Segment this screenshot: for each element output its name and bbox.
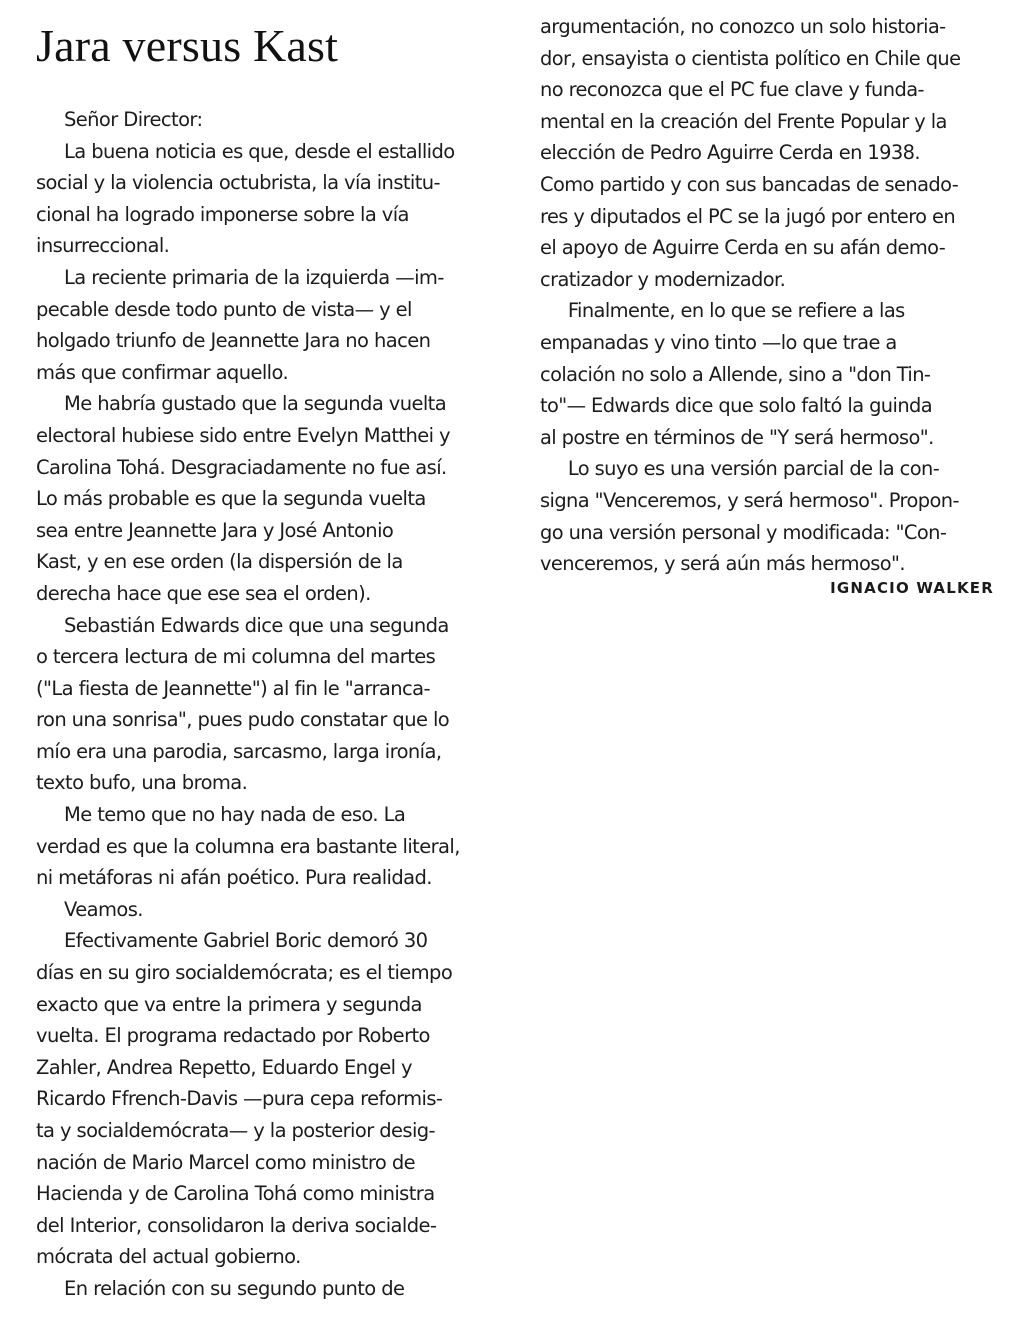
text-line: texto bufo, una broma.	[36, 771, 248, 795]
text-line: Ricardo Ffrench-Davis —pura cepa reformis-	[36, 1087, 443, 1111]
text-line: elección de Pedro Aguirre Cerda en 1938.	[540, 141, 920, 165]
text-line: Efectivamente Gabriel Boric demoró 30	[64, 929, 428, 953]
text-line: mental en la creación del Frente Popular y la	[540, 109, 947, 133]
text-line: del Interior, consolidaron la deriva socialde-	[36, 1213, 437, 1237]
text-line: derecha hace que ese sea el orden).	[36, 581, 371, 605]
text-line: Como partido y con sus bancadas de senado-	[540, 172, 959, 196]
text-line: vuelta. El programa redactado por Roberto	[36, 1024, 430, 1048]
text-line: mío era una parodia, sarcasmo, larga ironía,	[36, 739, 442, 763]
text-line: holgado triunfo de Jeannette Jara no hacen	[36, 329, 431, 353]
text-line: pecable desde todo punto de vista— y el	[36, 297, 412, 321]
text-line: go una versión personal y modificada: "Con-	[540, 520, 947, 544]
text-line: signa "Venceremos, y será hermoso". Propon-	[540, 488, 959, 512]
text-line: La buena noticia es que, desde el estallido	[64, 139, 455, 163]
text-line: Carolina Tohá. Desgraciadamente no fue así.	[36, 455, 447, 479]
headline: Jara versus Kast	[36, 20, 339, 71]
text-line: Lo suyo es una versión parcial de la con-	[567, 457, 940, 481]
text-line: Veamos.	[64, 897, 143, 921]
text-line: argumentación, no conozco un solo historia-	[540, 15, 946, 38]
text-line: cional ha logrado imponerse sobre la vía	[36, 202, 409, 226]
text-line: electoral hubiese sido entre Evelyn Matthei y	[36, 423, 450, 447]
text-line: verdad es que la columna era bastante literal,	[36, 834, 460, 858]
text-line: sea entre Jeannette Jara y José Antonio	[36, 518, 394, 542]
text-line: Finalmente, en lo que se refiere a las	[567, 299, 905, 323]
text-line: días en su giro socialdemócrata; es el tiempo	[36, 961, 453, 985]
text-line: ron una sonrisa", pues pudo constatar que lo	[36, 708, 450, 732]
text-line: mócrata del actual gobierno.	[36, 1245, 301, 1269]
text-line: nación de Mario Marcel como ministro de	[36, 1150, 416, 1174]
text-line: ni metáforas ni afán poético. Pura realidad.	[36, 866, 432, 890]
text-line: al postre en términos de "Y será hermoso".	[540, 425, 934, 449]
text-line: to"— Edwards dice que solo faltó la guinda	[540, 394, 933, 418]
text-line: cratizador y modernizador.	[540, 267, 786, 291]
author-signature: IGNACIO WALKER	[830, 579, 994, 597]
text-line: Sebastián Edwards dice que una segunda	[64, 613, 449, 637]
text-line: insurreccional.	[36, 234, 170, 258]
text-line: res y diputados el PC se la jugó por entero en	[540, 204, 956, 228]
text-line: En relación con su segundo punto de	[64, 1276, 405, 1300]
text-line: ("La fiesta de Jeannette") al fin le "arranca-	[36, 676, 430, 700]
text-line: empanadas y vino tinto —lo que trae a	[540, 330, 897, 354]
text-line: más que confirmar aquello.	[36, 360, 289, 384]
text-line: no reconozca que el PC fue clave y funda-	[540, 78, 924, 102]
text-line: Hacienda y de Carolina Tohá como ministra	[36, 1182, 435, 1206]
text-line: ta y socialdemócrata— y la posterior desig-	[36, 1119, 435, 1142]
text-line: o tercera lectura de mi columna del martes	[36, 645, 436, 669]
text-line: Kast, y en ese orden (la dispersión de la	[36, 550, 403, 574]
left-column	[36, 104, 496, 1305]
text-line: el apoyo de Aguirre Cerda en su afán demo-	[540, 236, 946, 260]
text-line: Me temo que no hay nada de eso. La	[64, 803, 406, 827]
text-line: social y la violencia octubrista, la vía institu-	[36, 171, 440, 195]
text-line: Me habría gustado que la segunda vuelta	[64, 392, 447, 416]
text-line: dor, ensayista o cientista político en Chile que	[540, 46, 961, 70]
text-line: La reciente primaria de la izquierda —im-	[64, 265, 444, 289]
text-line: venceremos, y será aún más hermoso".	[540, 552, 905, 576]
text-line: colación no solo a Allende, sino a "don Tin-	[540, 362, 931, 386]
text-line: Zahler, Andrea Repetto, Eduardo Engel y	[36, 1055, 412, 1079]
text-line: exacto que va entre la primera y segunda	[36, 992, 422, 1016]
text-line: Señor Director:	[64, 108, 203, 131]
right-column	[540, 11, 998, 580]
text-line: Lo más probable es que la segunda vuelta	[36, 487, 426, 511]
